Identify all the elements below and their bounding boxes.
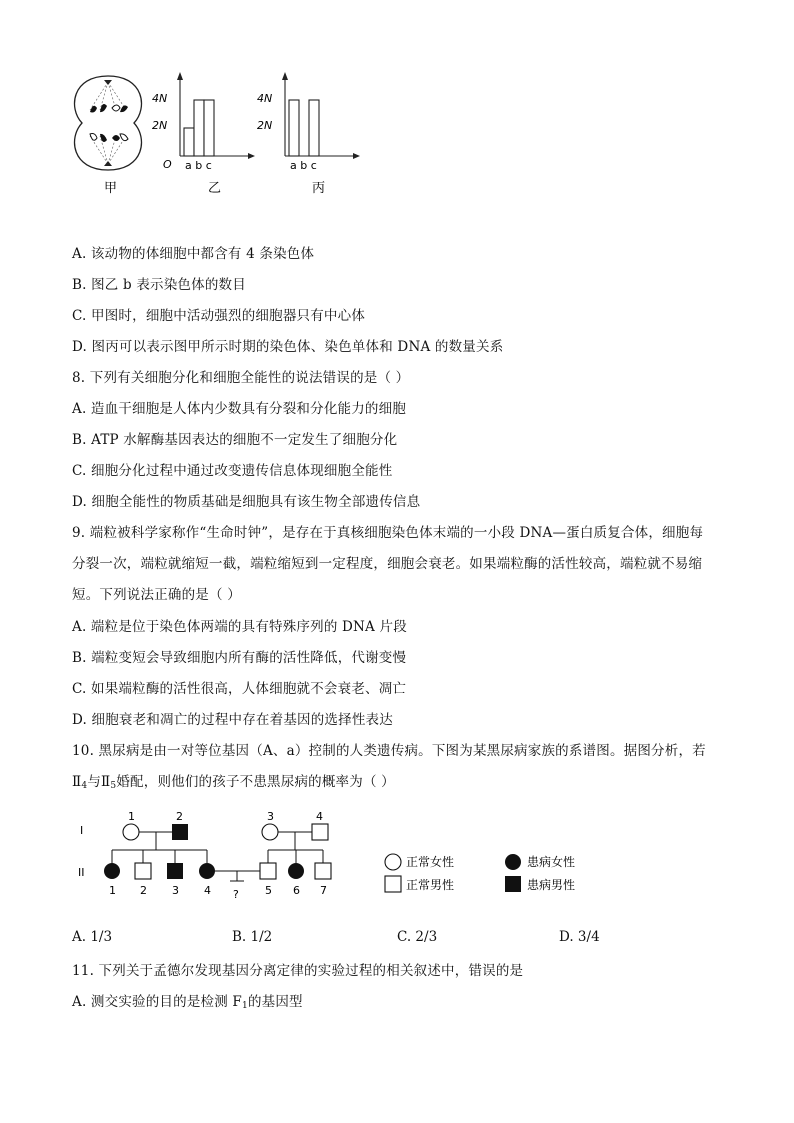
gen1-normal-male-4: [312, 824, 328, 840]
gen-label-ii: II: [78, 866, 85, 879]
yi-bar-b: [194, 100, 204, 156]
q10-option-c: C. 2/3: [397, 929, 438, 945]
centriole-top: [104, 80, 112, 85]
gen2-normal-male-7: [315, 863, 331, 879]
q10-sub-5: 5: [110, 781, 117, 791]
q9-stem-line2: 分裂一次，端粒就缩短一截，端粒缩短到一定程度，细胞会衰老。如果端粒酶的活性较高，端粒就不易缩: [72, 556, 703, 572]
gen2-normal-male-5: [260, 863, 276, 879]
yi-origin: O: [163, 158, 172, 171]
gen1-normal-female-1: [123, 824, 139, 840]
q10-roman-ii-a: Ⅱ: [72, 774, 82, 790]
legend-affected-male-label: 患病男性: [527, 878, 576, 892]
pedigree-legend: [385, 854, 575, 892]
q10-option-b: B. 1/2: [232, 929, 273, 945]
q9-option-c: C. 如果端粒酶的活性很高，人体细胞就不会衰老、凋亡: [72, 681, 407, 697]
q9-stem-line1: 9. 端粒被科学家称作“生命时钟”，是存在于真核细胞染色体末端的一小段 DNA—蛋白质复合体，细胞每: [72, 525, 704, 541]
gen1-num-1: 1: [128, 810, 135, 823]
q10-stem-line2: [72, 772, 395, 796]
centriole-bottom: [104, 161, 112, 166]
yi-ytick-4n: 4N: [152, 92, 168, 105]
gen2-affected-female-1: [104, 863, 120, 879]
yi-bar-c: [204, 100, 214, 156]
gen2-num-1: 1: [109, 884, 116, 897]
gen2-affected-female-4: [199, 863, 215, 879]
chart-yi: [152, 72, 255, 196]
q9-option-b: B. 端粒变短会导致细胞内所有酶的活性降低，代谢变慢: [72, 650, 407, 666]
label-yi: 乙: [208, 181, 222, 196]
chart-bing: [257, 72, 360, 196]
gen1-num-4: 4: [316, 810, 323, 823]
legend-normal-male-icon: [385, 876, 401, 892]
bing-ytick-4n: 4N: [257, 92, 273, 105]
legend-normal-female-label: 正常女性: [406, 855, 455, 869]
gen2-num-3: 3: [172, 884, 179, 897]
q9-option-a: A. 端粒是位于染色体两端的具有特殊序列的 DNA 片段: [72, 619, 407, 635]
legend-affected-female-icon: [505, 854, 521, 870]
legend-affected-female-label: 患病女性: [527, 855, 576, 869]
bing-bar-c: [309, 100, 319, 156]
gen-label-i: I: [80, 824, 84, 837]
q10-text-b: 与Ⅱ: [87, 774, 111, 790]
yi-xticks: a b c: [185, 159, 212, 172]
q8-option-a: A. 造血干细胞是人体内少数具有分裂和分化能力的细胞: [72, 401, 407, 417]
q8-option-c: C. 细胞分化过程中通过改变遗传信息体现细胞全能性: [72, 463, 393, 479]
q10-sub-4: 4: [81, 781, 88, 791]
gen2-num-7: 7: [320, 884, 327, 897]
gen2-num-2: 2: [140, 884, 147, 897]
gen2-affected-female-6: [288, 863, 304, 879]
q11-option-a-suffix: 的基因型: [247, 994, 303, 1010]
child-question-mark: ?: [233, 888, 239, 901]
q8-option-d: D. 细胞全能性的物质基础是细胞具有该生物全部遗传信息: [72, 494, 421, 510]
q10-option-a: A. 1/3: [72, 929, 113, 945]
bing-bar-a: [289, 100, 299, 156]
gen2-num-4: 4: [204, 884, 211, 897]
q10-stem-line1: 10. 黑尿病是由一对等位基因（A、a）控制的人类遗传病。下图为某黑尿病家族的系谱图。据图分析，若: [72, 743, 706, 759]
gen2-normal-male-2: [135, 863, 151, 879]
q11-stem: 11. 下列关于孟德尔发现基因分离定律的实验过程的相关叙述中，错误的是: [72, 963, 524, 979]
q7-option-d: D. 图丙可以表示图甲所示时期的染色体、染色单体和 DNA 的数量关系: [72, 339, 504, 355]
q10-text-c: 婚配，则他们的孩子不患黑尿病的概率为（ ）: [116, 774, 395, 790]
q9-option-d: D. 细胞衰老和凋亡的过程中存在着基因的选择性表达: [72, 712, 393, 728]
bing-xticks: a b c: [290, 159, 317, 172]
cell-division-diagram: [75, 76, 142, 196]
q10-option-d: D. 3/4: [559, 929, 600, 945]
gen1-normal-female-3: [262, 824, 278, 840]
q11-option-a: [72, 992, 303, 1016]
label-jia: 甲: [104, 181, 118, 196]
gen2-affected-male-3: [167, 863, 183, 879]
q8-stem: 8. 下列有关细胞分化和细胞全能性的说法错误的是（ ）: [72, 370, 410, 386]
legend-normal-female-icon: [385, 854, 401, 870]
q9-stem-line3: 短。下列说法正确的是（ ）: [72, 587, 241, 603]
gen1-num-2: 2: [176, 810, 183, 823]
q7-option-b: B. 图乙 b 表示染色体的数目: [72, 277, 246, 293]
q10-options: [72, 929, 732, 949]
bing-ytick-2n: 2N: [257, 119, 273, 132]
q7-option-a: A. 该动物的体细胞中都含有 4 条染色体: [72, 246, 315, 262]
legend-normal-male-label: 正常男性: [406, 878, 455, 892]
pedigree-chart: [72, 808, 632, 908]
gen2-num-5: 5: [265, 884, 272, 897]
yi-ytick-2n: 2N: [152, 119, 168, 132]
gen2-num-6: 6: [293, 884, 300, 897]
yi-bar-a: [184, 128, 194, 156]
top-figures: [60, 68, 380, 208]
gen1-num-3: 3: [267, 810, 274, 823]
label-bing: 丙: [312, 181, 326, 196]
q11-option-a-prefix: A. 测交实验的目的是检测 F: [72, 994, 242, 1010]
q11-option-a-sub: 1: [242, 1001, 248, 1011]
q8-option-b: B. ATP 水解酶基因表达的细胞不一定发生了细胞分化: [72, 432, 398, 448]
gen1-affected-male-2: [172, 824, 188, 840]
legend-affected-male-icon: [505, 876, 521, 892]
q7-option-c: C. 甲图时，细胞中活动强烈的细胞器只有中心体: [72, 308, 366, 324]
